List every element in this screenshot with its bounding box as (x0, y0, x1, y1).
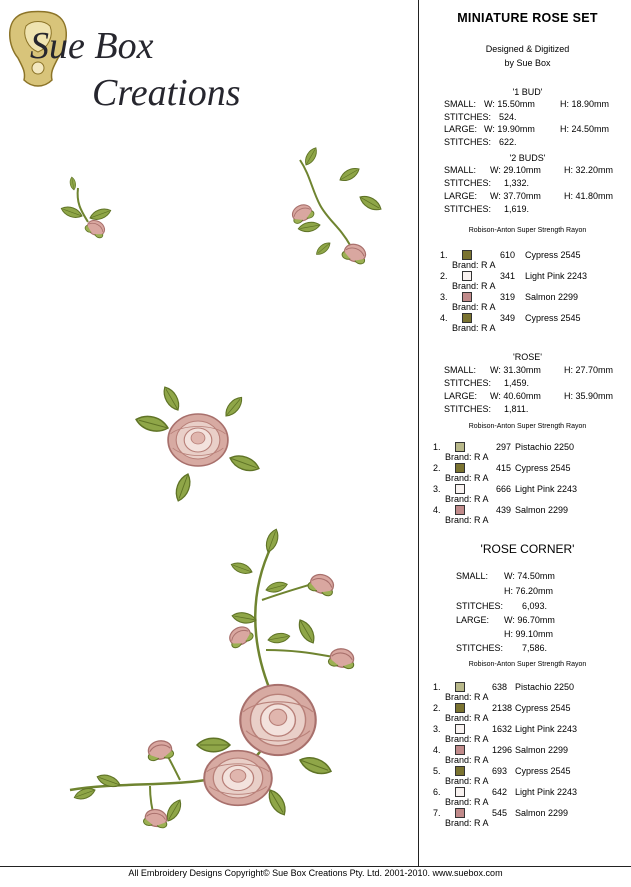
color-thread-name: Light Pink 2243 (515, 787, 578, 797)
one-bud-small-width: W: 15.50mm (484, 99, 535, 109)
color-number: 1. (433, 682, 441, 692)
color-brand: Brand: R A (445, 755, 489, 765)
color-stitch-count: 341 (500, 271, 516, 281)
color-stitch-count: 642 (492, 787, 508, 797)
color-brand: Brand: R A (445, 473, 489, 483)
rose-title: 'ROSE' (513, 352, 542, 362)
color-thread-name: Salmon 2299 (525, 292, 579, 302)
one-bud-large-stitches-label: STITCHES: (444, 137, 492, 147)
color-thread-name: Salmon 2299 (515, 505, 569, 515)
color-number: 4. (440, 313, 448, 323)
color-thread-name: Cypress 2545 (515, 463, 571, 473)
color-number: 2. (433, 703, 441, 713)
corner-small-stitches-label: STITCHES: (456, 601, 504, 611)
color-number: 1. (440, 250, 448, 260)
color-brand: Brand: R A (445, 452, 489, 462)
color-stitch-count: 610 (500, 250, 516, 260)
rose-small-label: SMALL: (444, 365, 477, 375)
color-number: 3. (433, 484, 441, 494)
color-brand: Brand: R A (452, 323, 496, 333)
color-thread-name: Salmon 2299 (515, 745, 569, 755)
thread-brand-buds: Robison-Anton Super Strength Rayon (468, 227, 587, 234)
color-brand: Brand: R A (445, 692, 489, 702)
color-number: 2. (433, 463, 441, 473)
one-bud-small-height: H: 18.90mm (560, 99, 610, 109)
color-thread-name: Cypress 2545 (525, 313, 581, 323)
copyright-footer: All Embroidery Designs Copyright© Sue Box Creations Pty. Ltd. 2001-2010. www.suebox.com (128, 868, 503, 878)
two-buds-large-stitches-label: STITCHES: (444, 204, 492, 214)
two-buds-small-stitches: 1,332. (504, 178, 530, 188)
corner-large-label: LARGE: (456, 615, 490, 625)
rose-corner-design (70, 528, 356, 829)
color-brand: Brand: R A (452, 302, 496, 312)
color-thread-name: Light Pink 2243 (525, 271, 588, 281)
one-bud-small-stitches: 524. (499, 112, 517, 122)
one-bud-design (60, 177, 112, 240)
footer-divider (0, 866, 631, 867)
rose-large-width: W: 40.60mm (490, 391, 541, 401)
color-thread-name: Cypress 2545 (515, 703, 571, 713)
thread-brand-rose: Robison-Anton Super Strength Rayon (468, 423, 587, 430)
one-bud-title: '1 BUD' (512, 87, 543, 97)
rose-large-height: H: 35.90mm (564, 391, 614, 401)
corner-small-width: W: 74.50mm (504, 571, 555, 581)
color-stitch-count: 638 (492, 682, 508, 692)
corner-large-stitches: 7,586. (522, 643, 548, 653)
corner-large-width: W: 96.70mm (504, 615, 555, 625)
color-number: 4. (433, 745, 441, 755)
color-brand: Brand: R A (445, 818, 489, 828)
rose-small-width: W: 31.30mm (490, 365, 541, 375)
two-buds-large-width: W: 37.70mm (490, 191, 541, 201)
one-bud-large-label: LARGE: (444, 124, 478, 134)
color-stitch-count: 693 (492, 766, 508, 776)
rose-large-label: LARGE: (444, 391, 478, 401)
color-stitch-count: 415 (496, 463, 512, 473)
color-number: 7. (433, 808, 441, 818)
two-buds-large-height: H: 41.80mm (564, 191, 614, 201)
color-thread-name: Cypress 2545 (515, 766, 571, 776)
color-number: 3. (440, 292, 448, 302)
two-buds-small-width: W: 29.10mm (490, 165, 541, 175)
set-title: MINIATURE ROSE SET (457, 11, 598, 25)
corner-small-stitches: 6,093. (522, 601, 548, 611)
color-thread-name: Pistachio 2250 (515, 682, 575, 692)
color-brand: Brand: R A (445, 515, 489, 525)
one-bud-large-height: H: 24.50mm (560, 124, 610, 134)
color-number: 6. (433, 787, 441, 797)
color-stitch-count: 2138 (492, 703, 513, 713)
corner-small-label: SMALL: (456, 571, 489, 581)
color-thread-name: Cypress 2545 (525, 250, 581, 260)
color-number: 2. (440, 271, 448, 281)
color-thread-name: Light Pink 2243 (515, 484, 578, 494)
logo-line1: Sue Box (30, 25, 154, 67)
color-stitch-count: 666 (496, 484, 512, 494)
color-thread-name: Salmon 2299 (515, 808, 569, 818)
color-stitch-count: 439 (496, 505, 512, 515)
two-buds-small-label: SMALL: (444, 165, 477, 175)
two-buds-small-height: H: 32.20mm (564, 165, 614, 175)
two-buds-large-stitches: 1,619. (504, 204, 530, 214)
rose-small-stitches-label: STITCHES: (444, 378, 492, 388)
color-stitch-count: 297 (496, 442, 512, 452)
color-brand: Brand: R A (445, 734, 489, 744)
two-buds-title: '2 BUDS' (509, 153, 546, 163)
color-brand: Brand: R A (445, 494, 489, 504)
color-thread-name: Light Pink 2243 (515, 724, 578, 734)
color-stitch-count: 1632 (492, 724, 513, 734)
color-brand: Brand: R A (445, 797, 489, 807)
two-buds-design (289, 146, 383, 265)
one-bud-large-stitches: 622. (499, 137, 517, 147)
byline-designed: Designed & Digitized (485, 44, 570, 54)
rose-small-height: H: 27.70mm (564, 365, 614, 375)
two-buds-small-stitches-label: STITCHES: (444, 178, 492, 188)
color-brand: Brand: R A (445, 713, 489, 723)
color-stitch-count: 319 (500, 292, 516, 302)
color-stitch-count: 545 (492, 808, 508, 818)
rose-design (134, 384, 261, 502)
color-brand: Brand: R A (445, 776, 489, 786)
rose-corner-title: 'ROSE CORNER' (480, 542, 575, 556)
color-thread-name: Pistachio 2250 (515, 442, 575, 452)
color-number: 1. (433, 442, 441, 452)
color-stitch-count: 349 (500, 313, 516, 323)
one-bud-small-stitches-label: STITCHES: (444, 112, 492, 122)
thread-brand-corner: Robison-Anton Super Strength Rayon (468, 661, 587, 668)
color-stitch-count: 1296 (492, 745, 513, 755)
column-divider (418, 0, 419, 866)
logo-line2: Creations (92, 72, 241, 114)
corner-small-height: H: 76.20mm (504, 586, 554, 596)
rose-large-stitches: 1,811. (504, 404, 529, 414)
color-number: 5. (433, 766, 441, 776)
color-number: 3. (433, 724, 441, 734)
corner-large-stitches-label: STITCHES: (456, 643, 504, 653)
rose-large-stitches-label: STITCHES: (444, 404, 492, 414)
one-bud-small-label: SMALL: (444, 99, 477, 109)
rose-small-stitches: 1,459. (504, 378, 530, 388)
color-brand: Brand: R A (452, 260, 496, 270)
two-buds-large-label: LARGE: (444, 191, 478, 201)
color-brand: Brand: R A (452, 281, 496, 291)
color-number: 4. (433, 505, 441, 515)
byline-author: by Sue Box (504, 58, 551, 68)
corner-large-height: H: 99.10mm (504, 629, 554, 639)
one-bud-large-width: W: 19.90mm (484, 124, 535, 134)
